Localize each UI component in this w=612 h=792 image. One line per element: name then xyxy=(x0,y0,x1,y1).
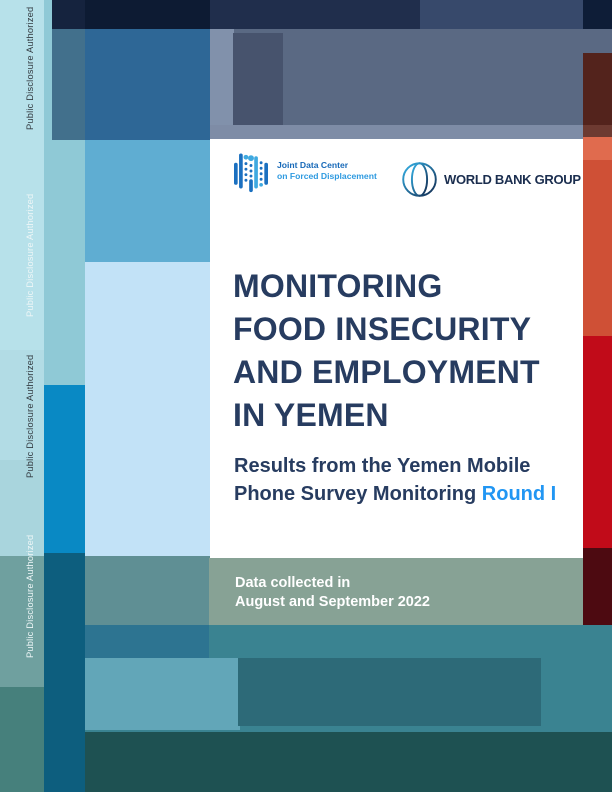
mosaic-block xyxy=(238,658,541,726)
mosaic-block xyxy=(85,140,210,262)
jdc-logo-line1: Joint Data Center xyxy=(277,159,349,170)
mosaic-block xyxy=(210,0,420,29)
title-line: AND EMPLOYMENT xyxy=(233,354,540,390)
subtitle-line2 xyxy=(234,481,556,509)
world-bank-logo xyxy=(401,161,581,198)
mosaic-block xyxy=(44,553,85,792)
title-line: MONITORING xyxy=(233,268,443,304)
mosaic-block xyxy=(210,125,583,139)
mosaic-block xyxy=(44,140,85,385)
data-collection-line1: Data collected in xyxy=(235,575,351,591)
report-subtitle xyxy=(234,453,556,508)
subtitle-line2-text: Phone Survey Monitoring xyxy=(234,482,482,505)
data-collection-line2: August and September 2022 xyxy=(235,593,430,610)
subtitle-highlight: Round I xyxy=(481,482,557,505)
mosaic-block xyxy=(210,29,234,140)
title-line: IN YEMEN xyxy=(233,397,389,433)
mosaic-block xyxy=(583,160,612,336)
data-collection-band xyxy=(209,558,583,625)
mosaic-block xyxy=(0,460,44,556)
mosaic-block xyxy=(0,687,44,792)
mosaic-block xyxy=(583,336,612,548)
mosaic-block xyxy=(85,732,612,792)
mosaic-block xyxy=(44,385,85,553)
mosaic-block xyxy=(420,0,583,29)
mosaic-block xyxy=(52,0,85,29)
mosaic-block xyxy=(583,0,612,29)
public-disclosure-stamp: Public Disclosure Authorized xyxy=(25,193,35,317)
mosaic-block xyxy=(583,125,612,137)
mosaic-block xyxy=(52,29,85,140)
mosaic-block xyxy=(233,33,283,140)
public-disclosure-stamp: Public Disclosure Authorized xyxy=(25,354,35,478)
mosaic-block xyxy=(0,0,44,350)
subtitle-line1: Results from the Yemen Mobile xyxy=(234,455,531,477)
mosaic-block xyxy=(85,625,209,658)
jdc-logo-text xyxy=(277,160,377,183)
data-collection-text xyxy=(209,558,583,611)
world-bank-logo-text: WORLD BANK GROUP xyxy=(444,172,581,187)
jdc-logo-icon xyxy=(234,149,268,193)
mosaic-block xyxy=(85,0,210,29)
mosaic-block xyxy=(0,556,44,687)
public-disclosure-stamp: Public Disclosure Authorized xyxy=(25,534,35,658)
title-line: FOOD INSECURITY xyxy=(233,311,532,347)
content-card xyxy=(210,139,583,558)
report-title xyxy=(233,265,540,437)
mosaic-block xyxy=(85,658,240,730)
jdc-logo-line2: on Forced Displacement xyxy=(277,171,377,181)
mosaic-block xyxy=(85,556,210,625)
mosaic-block xyxy=(583,137,612,160)
world-bank-globe-icon xyxy=(401,161,438,198)
jdc-logo xyxy=(234,149,377,193)
mosaic-block xyxy=(85,262,210,556)
mosaic-block xyxy=(44,0,52,140)
public-disclosure-stamp: Public Disclosure Authorized xyxy=(25,6,35,130)
mosaic-block xyxy=(0,350,44,460)
mosaic-block xyxy=(583,548,612,625)
mosaic-block xyxy=(85,29,210,140)
